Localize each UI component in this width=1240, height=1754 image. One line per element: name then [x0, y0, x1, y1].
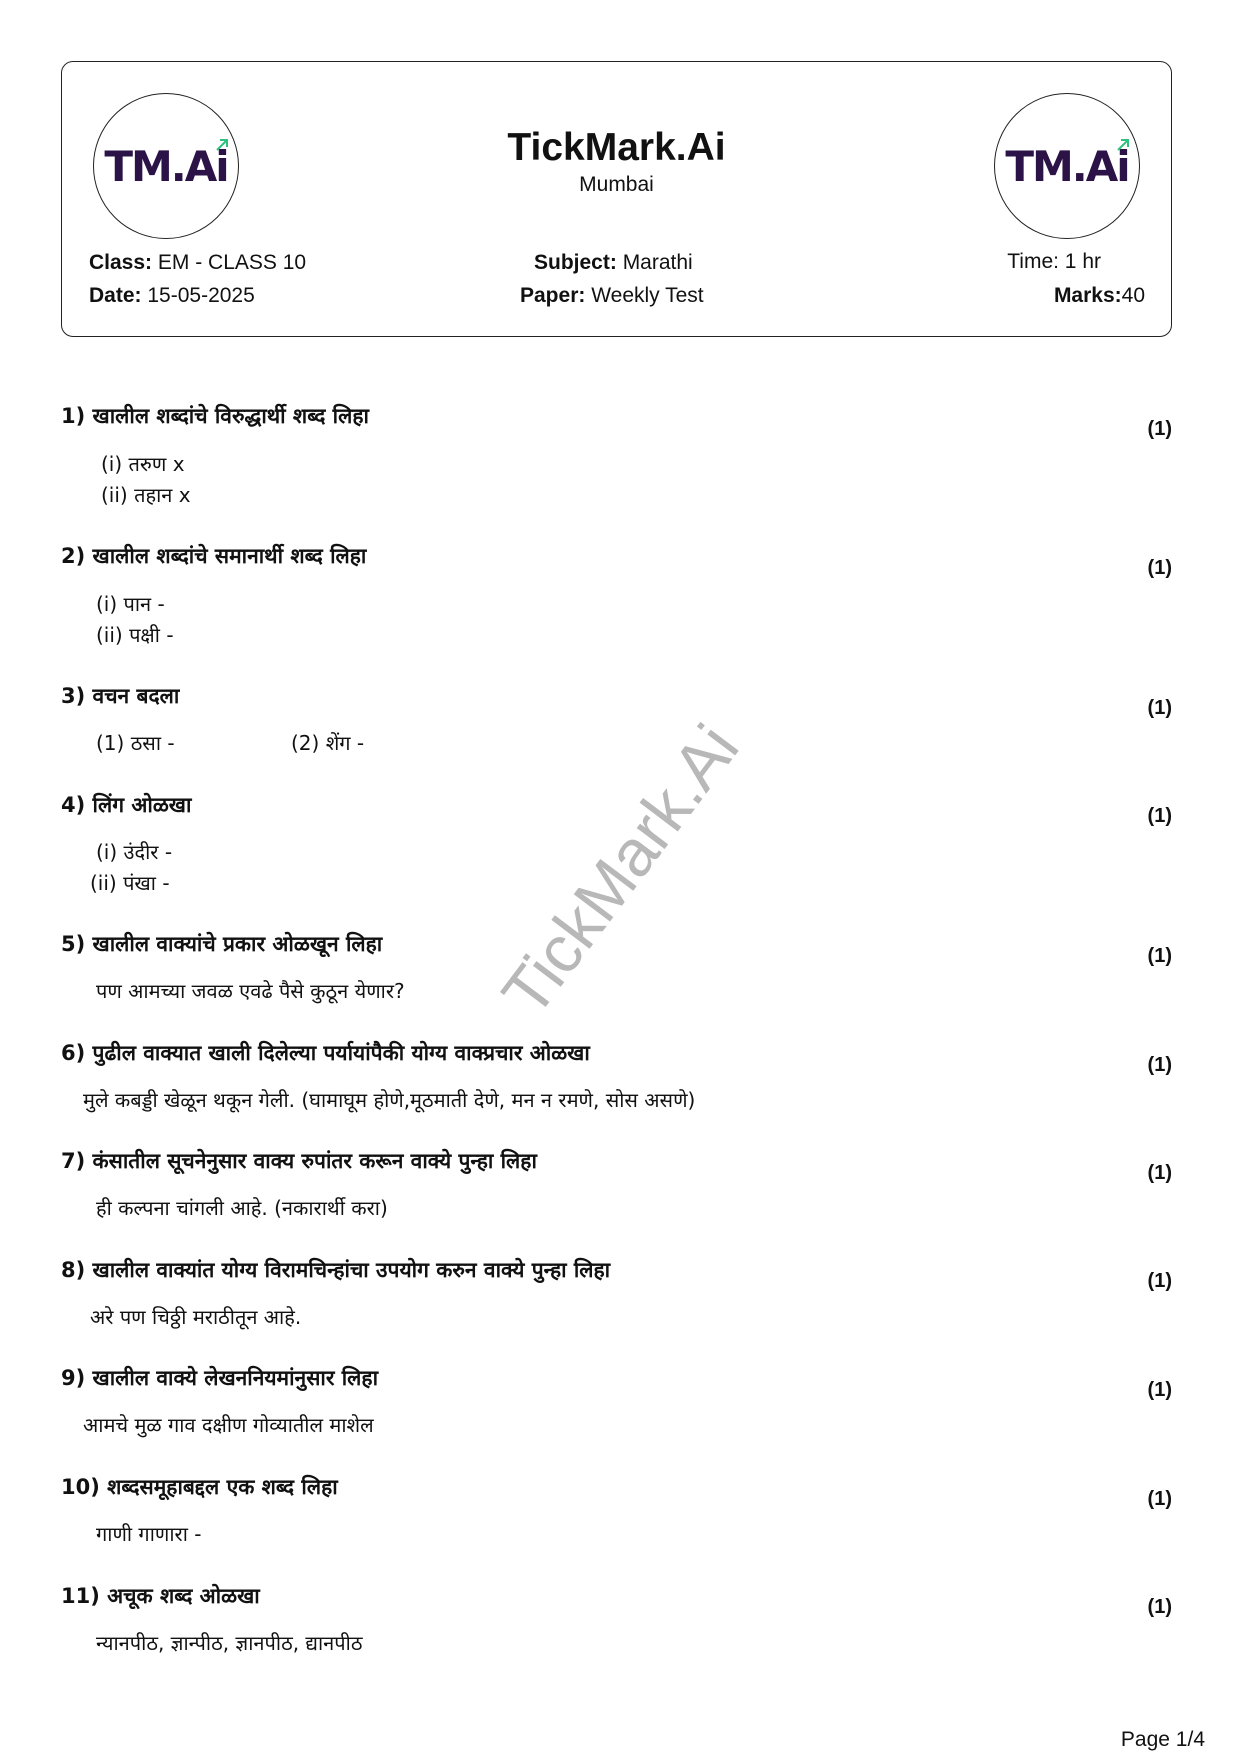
question-marks: (1) — [1147, 557, 1172, 579]
question-title: 1) खालील शब्दांचे विरुद्धार्थी शब्द लिहा — [61, 404, 369, 428]
marks-info — [1054, 284, 1145, 308]
page-number: Page 1/4 — [1120, 1728, 1205, 1751]
marks-label: Marks: — [1053, 284, 1122, 307]
class-value: EM - CLASS 10 — [157, 251, 307, 274]
question-line: अरे पण चिठ्ठी मराठीतून आहे. — [90, 1305, 302, 1329]
question-title: 7) कंसातील सूचनेनुसार वाक्य रुपांतर करून वाक्ये पुन्हा लिहा — [61, 1149, 537, 1173]
paper-info — [520, 284, 704, 308]
paper-value: Weekly Test — [591, 284, 704, 307]
question-line: आमचे मुळ गाव दक्षीण गोव्यातील माशेल — [83, 1413, 374, 1437]
question-line: (ii) तहान x — [101, 483, 191, 507]
date-value: 15-05-2025 — [147, 284, 255, 307]
question-marks: (1) — [1147, 697, 1172, 719]
subject-value: Marathi — [622, 251, 693, 274]
question-marks: (1) — [1147, 1270, 1172, 1292]
question-line: (1) ठसा - — [96, 731, 175, 755]
question-title: 8) खालील वाक्यांत योग्य विरामचिन्हांचा उपयोग करुन वाक्ये पुन्हा लिहा — [61, 1258, 611, 1282]
question-title: 6) पुढील वाक्यात खाली दिलेल्या पर्यायांपैकी योग्य वाक्प्रचार ओळखा — [61, 1041, 590, 1065]
question-marks: (1) — [1147, 1162, 1172, 1184]
exam-header — [61, 61, 1172, 337]
question-title: 5) खालील वाक्यांचे प्रकार ओळखून लिहा — [61, 932, 383, 956]
question-marks: (1) — [1147, 1054, 1172, 1076]
subject-label: Subject: — [534, 251, 617, 274]
class-info — [89, 251, 306, 275]
question-title: 11) अचूक शब्द ओळखा — [61, 1584, 260, 1608]
school-city: Mumbai — [579, 173, 654, 196]
time-info: Time: 1 hr — [1007, 250, 1101, 273]
question-title: 9) खालील वाक्ये लेखननियमांनुसार लिहा — [61, 1366, 379, 1390]
question-line: (i) तरुण x — [101, 452, 185, 476]
question-line: न्यानपीठ, ज्ञान्पीठ, ज्ञानपीठ, द्यानपीठ — [96, 1631, 363, 1655]
logo-right — [994, 93, 1140, 239]
question-title: 10) शब्दसमूहाबद्दल एक शब्द लिहा — [61, 1475, 338, 1499]
date-label: Date: — [89, 284, 142, 307]
question-marks: (1) — [1147, 1596, 1172, 1618]
marks-value: 40 — [1121, 284, 1145, 307]
question-line: (ii) पक्षी - — [96, 623, 174, 647]
question-line: पण आमच्या जवळ एवढे पैसे कुठून येणार? — [96, 979, 405, 1003]
question-line: ही कल्पना चांगली आहे. (नकारार्थी करा) — [96, 1196, 388, 1220]
question-line: (i) पान - — [96, 592, 165, 616]
question-marks: (1) — [1147, 945, 1172, 967]
question-marks: (1) — [1147, 1488, 1172, 1510]
question-marks: (1) — [1147, 805, 1172, 827]
date-info — [89, 284, 255, 308]
arrow-up-right-icon — [1116, 138, 1130, 152]
class-label: Class: — [89, 251, 153, 274]
question-line: (i) उंदीर - — [96, 840, 173, 864]
subject-info — [534, 251, 693, 275]
paper-label: Paper: — [520, 284, 586, 307]
question-line: (ii) पंखा - — [90, 871, 170, 895]
question-title: 2) खालील शब्दांचे समानार्थी शब्द लिहा — [61, 544, 367, 568]
question-line: मुले कबड्डी खेळून थकून गेली. (घामाघूम होणे,मूठमाती देणे, मन न रमणे, सोस असणे) — [83, 1088, 696, 1112]
question-marks: (1) — [1147, 1379, 1172, 1401]
question-title: 4) लिंग ओळखा — [61, 793, 192, 817]
question-title: 3) वचन बदला — [61, 684, 180, 708]
watermark: TickMark.Ai — [487, 711, 753, 1029]
question-line: (2) शेंग - — [291, 731, 365, 755]
school-name: TickMark.Ai — [507, 126, 726, 169]
logo-text: TM.Ai — [104, 141, 228, 191]
question-line: गाणी गाणारा - — [96, 1522, 202, 1546]
logo-text: TM.Ai — [1005, 141, 1129, 191]
question-marks: (1) — [1147, 418, 1172, 440]
